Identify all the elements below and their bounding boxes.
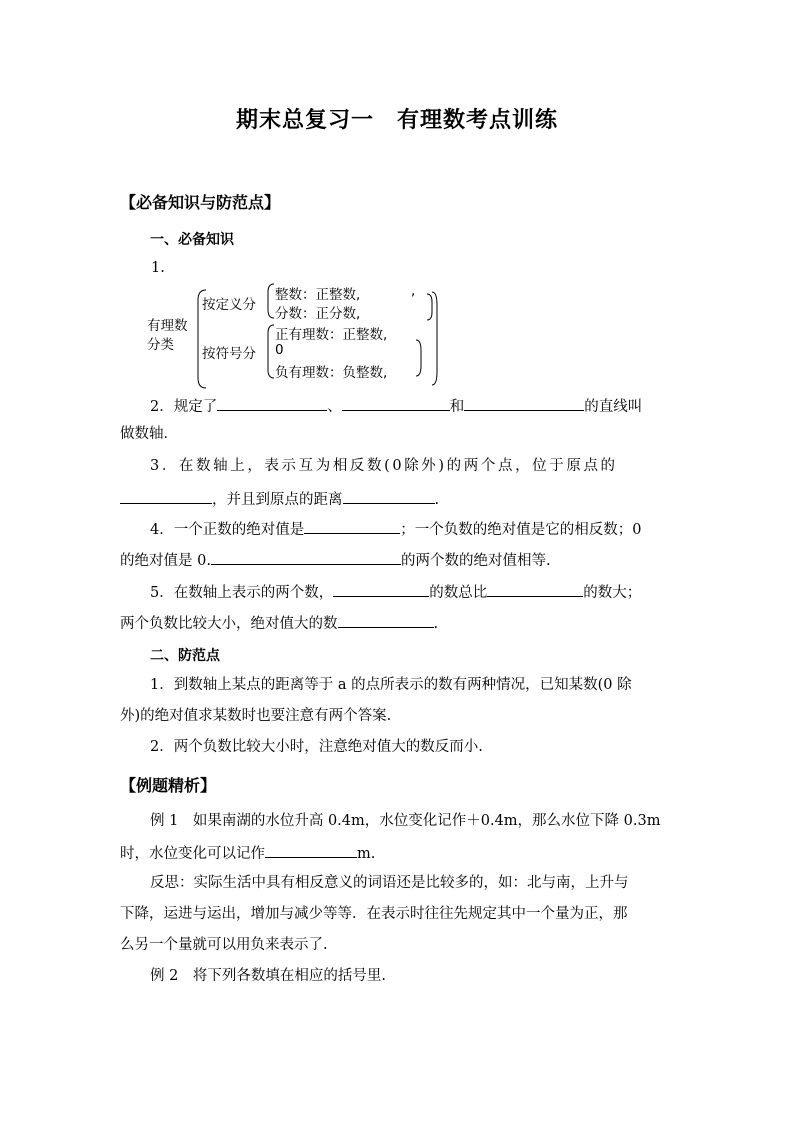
- tree-branch-sign: 按符号分: [202, 346, 256, 362]
- fill-blank[interactable]: [304, 518, 400, 534]
- item-5-text-d: 两个负数比较大小，绝对值大的数: [120, 616, 338, 632]
- tree-integers-tail: ,: [411, 283, 416, 299]
- fill-blank[interactable]: [211, 549, 401, 565]
- caution-1-line2: 外)的绝对值求某数时也要注意有两个答案.: [120, 708, 392, 724]
- page-title: 期末总复习一 有理数考点训练: [235, 107, 558, 133]
- item-4-line1: [120, 518, 675, 540]
- reflection-line2: 下降，运进与运出，增加与减少等等．在表示时往往先规定其中一个量为正，那: [120, 906, 628, 922]
- subheading-cautions: 二、防范点: [150, 648, 220, 664]
- example-1-text-c: m.: [357, 846, 376, 862]
- example-2-text: 例 2 将下列各数填在相应的括号里.: [150, 968, 386, 984]
- item-5-text-a: 5．在数轴上表示的两个数，: [150, 585, 334, 601]
- item-5-text-e: .: [433, 616, 439, 632]
- fill-blank[interactable]: [333, 581, 429, 597]
- tree-fractions: 分数：正分数,: [275, 306, 361, 322]
- reflection-text-a: 反思：实际生活中具有相反意义的词语还是比较多的，如：北与南，上升与: [150, 875, 629, 891]
- item-2-text-d: 的直线叫: [584, 399, 643, 415]
- item-4-line2: [120, 549, 675, 571]
- item-3-text-b: ，并且到原点的距离: [212, 492, 343, 508]
- example-1-text-a: 例 1 如果南湖的水位升高 0.4m，水位变化记作＋0.4m，那么水位下降 0.3m: [150, 813, 661, 829]
- item-3-line2: [120, 488, 675, 510]
- item-5-text-b: 的数总比: [429, 585, 488, 601]
- fill-blank[interactable]: [217, 395, 327, 411]
- item-2-text-c: 和: [449, 399, 465, 415]
- item-4-text-a: 4．一个正数的绝对值是: [150, 522, 305, 538]
- subheading-knowledge: 一、必备知识: [150, 232, 234, 248]
- tree-positive-rationals: 正有理数：正整数,: [275, 327, 388, 343]
- example-1-line1: [120, 811, 675, 831]
- reflection-line3: 么另一个量就可以用负来表示了.: [120, 937, 328, 953]
- tree-root-line2: 分类: [147, 337, 174, 353]
- fill-blank[interactable]: [343, 488, 435, 504]
- tree-integers: 整数：正整数,: [275, 287, 361, 303]
- item-5-line2: [120, 612, 675, 634]
- tree-root-line1: 有理数: [147, 318, 188, 334]
- item-2-text-b: 、: [327, 399, 342, 415]
- fill-blank[interactable]: [338, 612, 434, 628]
- example-1-line2: [120, 842, 675, 864]
- item-1-number: 1.: [151, 260, 165, 276]
- fill-blank[interactable]: [487, 581, 583, 597]
- item-2-text-a: 2．规定了: [150, 399, 218, 415]
- fill-blank[interactable]: [342, 395, 450, 411]
- tree-negative-rationals: 负有理数：负整数,: [275, 365, 388, 381]
- item-3-text-c: .: [434, 492, 440, 508]
- item-2-line2: 做数轴．: [120, 426, 178, 442]
- fill-blank[interactable]: [464, 395, 584, 411]
- item-4-text-b: ；一个负数的绝对值是它的相反数；0: [400, 522, 642, 538]
- item-4-text-d: 的两个数的绝对值相等.: [400, 553, 551, 569]
- caution-1-line1: [120, 675, 675, 695]
- section-heading-examples: 【例题精析】: [120, 776, 217, 795]
- caution-1-text-a: 1．到数轴上某点的距离等于 a 的点所表示的数有两种情况，已知某数(0 除: [150, 677, 632, 693]
- tree-zero: 0: [275, 342, 284, 358]
- example-2: [120, 966, 675, 986]
- tree-branch-definition: 按定义分: [202, 297, 256, 313]
- item-2-line1: [120, 395, 675, 417]
- item-5-line1: [120, 581, 675, 603]
- item-4-text-c: 的绝对值是 0.: [120, 553, 211, 569]
- item-3-line1: [120, 456, 675, 476]
- fill-blank[interactable]: [265, 842, 357, 858]
- item-3-text-a: 3．在数轴上，表示互为相反数(0除外)的两个点，位于原点的: [150, 458, 618, 474]
- reflection-line1: [120, 873, 675, 893]
- section-heading-knowledge: 【必备知识与防范点】: [120, 193, 281, 212]
- item-5-text-c: 的数大；: [583, 585, 642, 601]
- fill-blank[interactable]: [120, 488, 212, 504]
- example-1-text-b: 时，水位变化可以记作: [120, 846, 265, 862]
- caution-2-text: 2．两个负数比较大小时，注意绝对值大的数反而小.: [150, 739, 483, 755]
- caution-2: [120, 737, 675, 757]
